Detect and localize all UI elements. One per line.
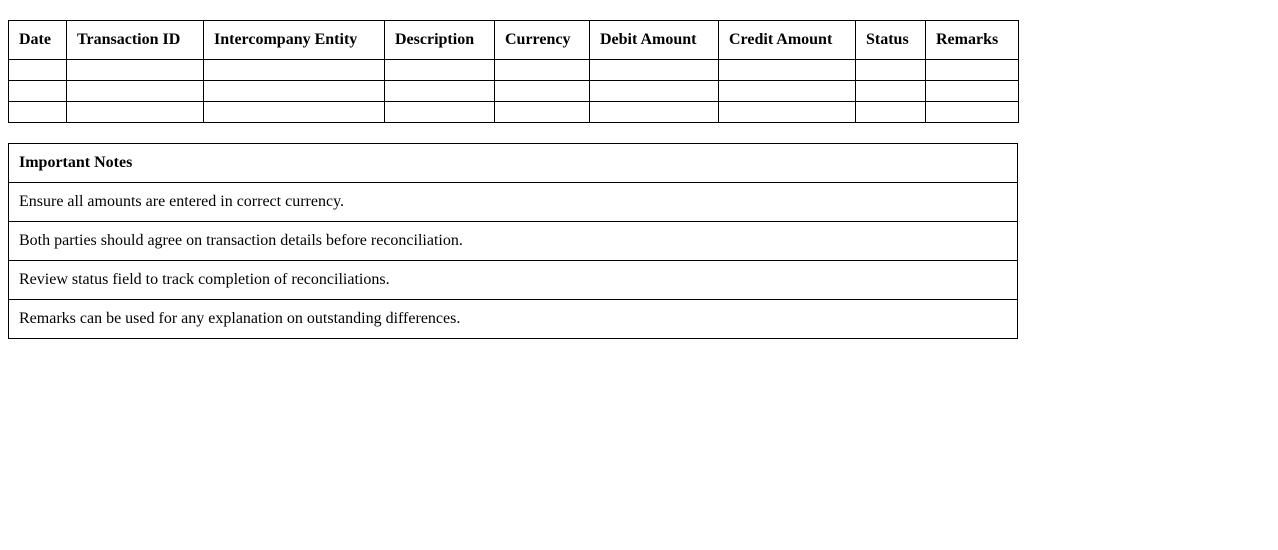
note-text: Review status field to track completion of reconciliations. [9, 261, 1018, 300]
table-cell [856, 60, 926, 81]
table-cell [385, 60, 495, 81]
note-text: Both parties should agree on transaction details before reconciliation. [9, 222, 1018, 261]
table-cell [856, 81, 926, 102]
table-cell [719, 102, 856, 123]
table-row [9, 60, 1019, 81]
header-description: Description [385, 21, 495, 60]
header-intercompany-entity: Intercompany Entity [204, 21, 385, 60]
table-cell [495, 60, 590, 81]
notes-title: Important Notes [9, 144, 1018, 183]
table-cell [926, 60, 1019, 81]
table-cell [385, 102, 495, 123]
table-cell [67, 60, 204, 81]
table-header-row [9, 21, 1019, 60]
table-cell [204, 60, 385, 81]
list-item [9, 222, 1018, 261]
list-item [9, 261, 1018, 300]
table-cell [204, 81, 385, 102]
table-cell [9, 60, 67, 81]
notes-header-row [9, 144, 1018, 183]
header-date: Date [9, 21, 67, 60]
table-cell [856, 102, 926, 123]
table-cell [67, 102, 204, 123]
header-currency: Currency [495, 21, 590, 60]
list-item [9, 300, 1018, 339]
table-cell [204, 102, 385, 123]
table-row [9, 81, 1019, 102]
table-cell [9, 81, 67, 102]
header-transaction-id: Transaction ID [67, 21, 204, 60]
table-cell [719, 60, 856, 81]
table-cell [67, 81, 204, 102]
table-cell [719, 81, 856, 102]
table-cell [926, 102, 1019, 123]
table-cell [385, 81, 495, 102]
important-notes-table [8, 143, 1018, 339]
table-row [9, 102, 1019, 123]
table-cell [926, 81, 1019, 102]
header-remarks: Remarks [926, 21, 1019, 60]
table-cell [590, 60, 719, 81]
header-status: Status [856, 21, 926, 60]
list-item [9, 183, 1018, 222]
reconciliation-table [8, 20, 1019, 123]
table-cell [495, 81, 590, 102]
note-text: Ensure all amounts are entered in correct currency. [9, 183, 1018, 222]
table-cell [495, 102, 590, 123]
table-cell [9, 102, 67, 123]
header-debit-amount: Debit Amount [590, 21, 719, 60]
table-cell [590, 102, 719, 123]
header-credit-amount: Credit Amount [719, 21, 856, 60]
note-text: Remarks can be used for any explanation on outstanding differences. [9, 300, 1018, 339]
table-cell [590, 81, 719, 102]
